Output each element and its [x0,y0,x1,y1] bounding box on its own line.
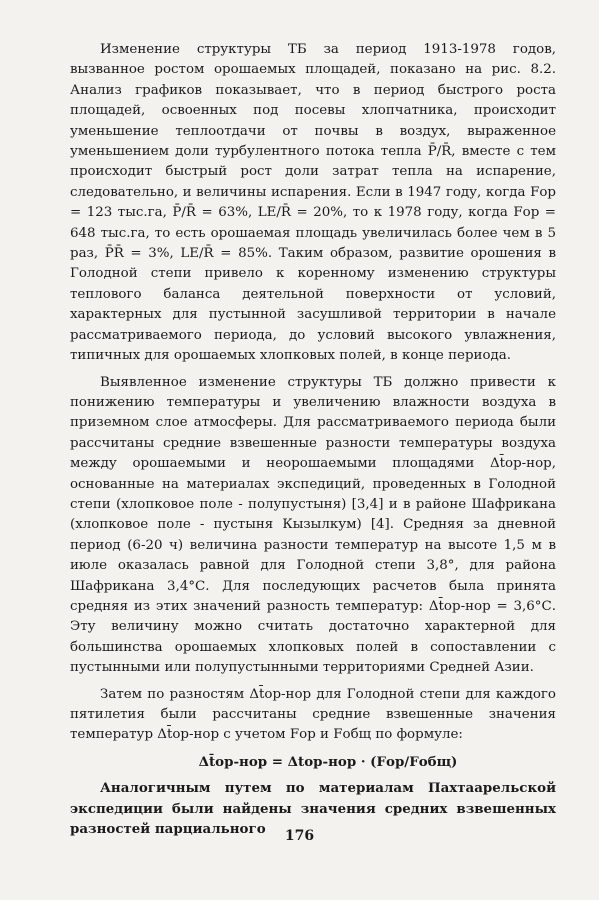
paragraph-3: Затем по разностям Δt̄ор-нор для Голодной степи для каждого пятилетия были рассчитаны средние взвешенные значения температур Δt̄ор-нор с учетом Fор и Fобщ по формуле: [70,686,556,743]
formula: Δt̄ор-нор = Δtор-нор · (Fор/Fобщ) [198,753,458,770]
document-body [70,40,556,839]
paragraph-2: Выявленное изменение структуры ТБ должно привести к понижению температуры и увеличению влажности воздуха в приземном слое атмосферы. Для рассматриваемого периода были рассчитаны средние взвешенные разности температуры воздуха между орошаемыми и неорошаемыми площадями Δt̄ор-нор, основанные на материалах экспедиций, проведенных в Голодной степи (хлопковое поле - полупустыня) [3,4] и в районе Шафрикана (хлопковое поле - пустыня Кызылкум) [4]. Средняя за дневной период (6-20 ч) величина разности температур на высоте 1,5 м в июле оказалась равной для Голодной степи 3,8°, для района Шафрикана 3,4°С. Для последующих расчетов была принята средняя из этих значений разность температур: Δt̄ор-нор = 3,6°С. Эту величину можно считать достаточно характерной для большинства орошаемых хлопковых полей в сопоставлении с пустынными или полупустынными территориями Средней Азии. [70,374,556,676]
paragraph-1: Изменение структуры ТБ за период 1913-1978 годов, вызванное ростом орошаемых площадей, показано на рис. 8.2. Анализ графиков показывает, что в период быстрого роста площадей, освоенных под посевы хлопчатника, происходит уменьшение теплоотдачи от почвы в воздух, выраженное уменьшением доли турбулентного потока тепла P̄/R̄, вместе с тем происходит быстрый рост доли затрат тепла на испарение, следовательно, и величины испарения. Если в 1947 году, когда Fор = 123 тыс.га, P̄/R̄ = 63%, LE/R̄ = 20%, то к 1978 году, когда Fор = 648 тыс.га, то есть орошаемая площадь увеличилась более чем в 5 раз, P̄R̄ = 3%, LE/R̄ = 85%. Таким образом, развитие орошения в Голодной степи привело к коренному изменению структуры теплового баланса деятельной поверхности от условий, характерных для пустынной засушливой территории в начале рассматриваемого периода, до условий высокого увлажнения, типичных для орошаемых хлопковых полей, в конце периода. [70,42,556,364]
page-number: 176 [284,828,315,844]
paragraph-4: Аналогичным путем по материалам Пахтаарельской экспедиции были найдены значения средних взвешенных разностей парциального [70,780,556,838]
